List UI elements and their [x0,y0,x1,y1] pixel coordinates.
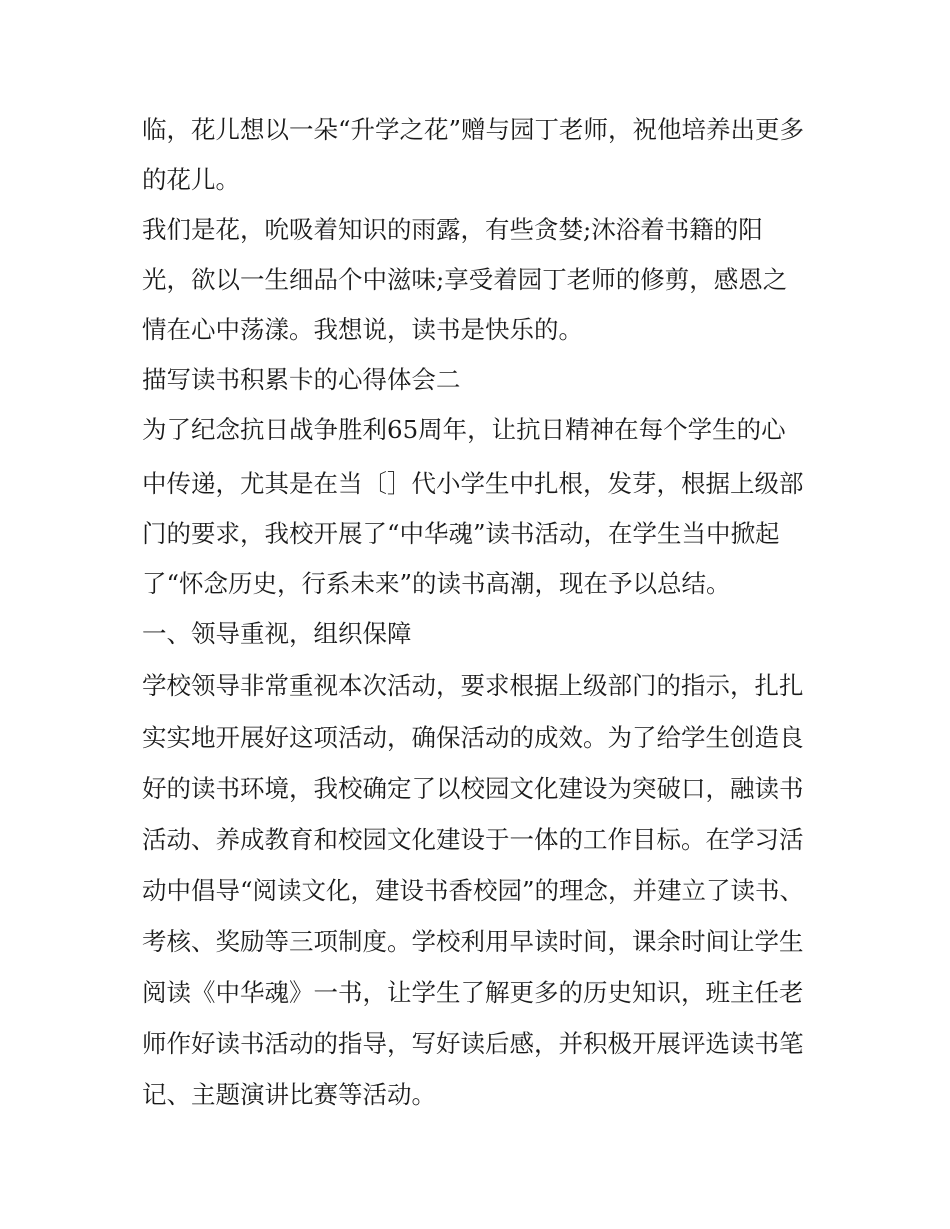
text-line: 我们是花，吮吸着知识的雨露，有些贪婪;沐浴着书籍的阳 [142,215,763,244]
text-line: 为了纪念抗日战争胜利65周年，让抗日精神在每个学生的心 [142,415,786,444]
section-heading: 一、领导重视，组织保障 [142,619,412,648]
section-heading: 描写读书积累卡的心得体会二 [142,365,461,394]
text-line: 的花儿。 [142,165,240,194]
text-line: 好的读书环境，我校确定了以校园文化建设为突破口，融读书 [142,774,804,803]
text-line: 考核、奖励等三项制度。学校利用早读时间，课余时间让学生 [142,927,804,956]
text-line: 动中倡导“阅读文化，建设书香校园”的理念，并建立了读书、 [142,876,805,905]
text-line: 阅读《中华魂》一书，让学生了解更多的历史知识，班主任老 [142,978,804,1007]
text-line: 中传递，尤其是在当〔］代小学生中扎根，发芽，根据上级部 [142,469,804,498]
text-line: 记、主题演讲比赛等活动。 [142,1080,436,1109]
text-line: 光，欲以一生细品个中滋味;享受着园丁老师的修剪，感恩之 [142,265,788,294]
text-line: 实实地开展好这项活动，确保活动的成效。为了给学生创造良 [142,723,804,752]
text-line: 学校领导非常重视本次活动，要求根据上级部门的指示，扎扎 [142,671,804,700]
text-line: 了“怀念历史，行系未来”的读书高潮，现在予以总结。 [142,569,731,598]
text-line: 情在心中荡漾。我想说，读书是快乐的。 [142,315,583,344]
text-line: 活动、养成教育和校园文化建设于一体的工作目标。在学习活 [142,825,804,854]
text-line: 门的要求，我校开展了“中华魂”读书活动，在学生当中掀起 [142,519,780,548]
text-line: 临，花儿想以一朵“升学之花”赠与园丁老师，祝他培养出更多 [142,115,805,144]
text-line: 师作好读书活动的指导，写好读后感，并积极开展评选读书笔 [142,1029,804,1058]
